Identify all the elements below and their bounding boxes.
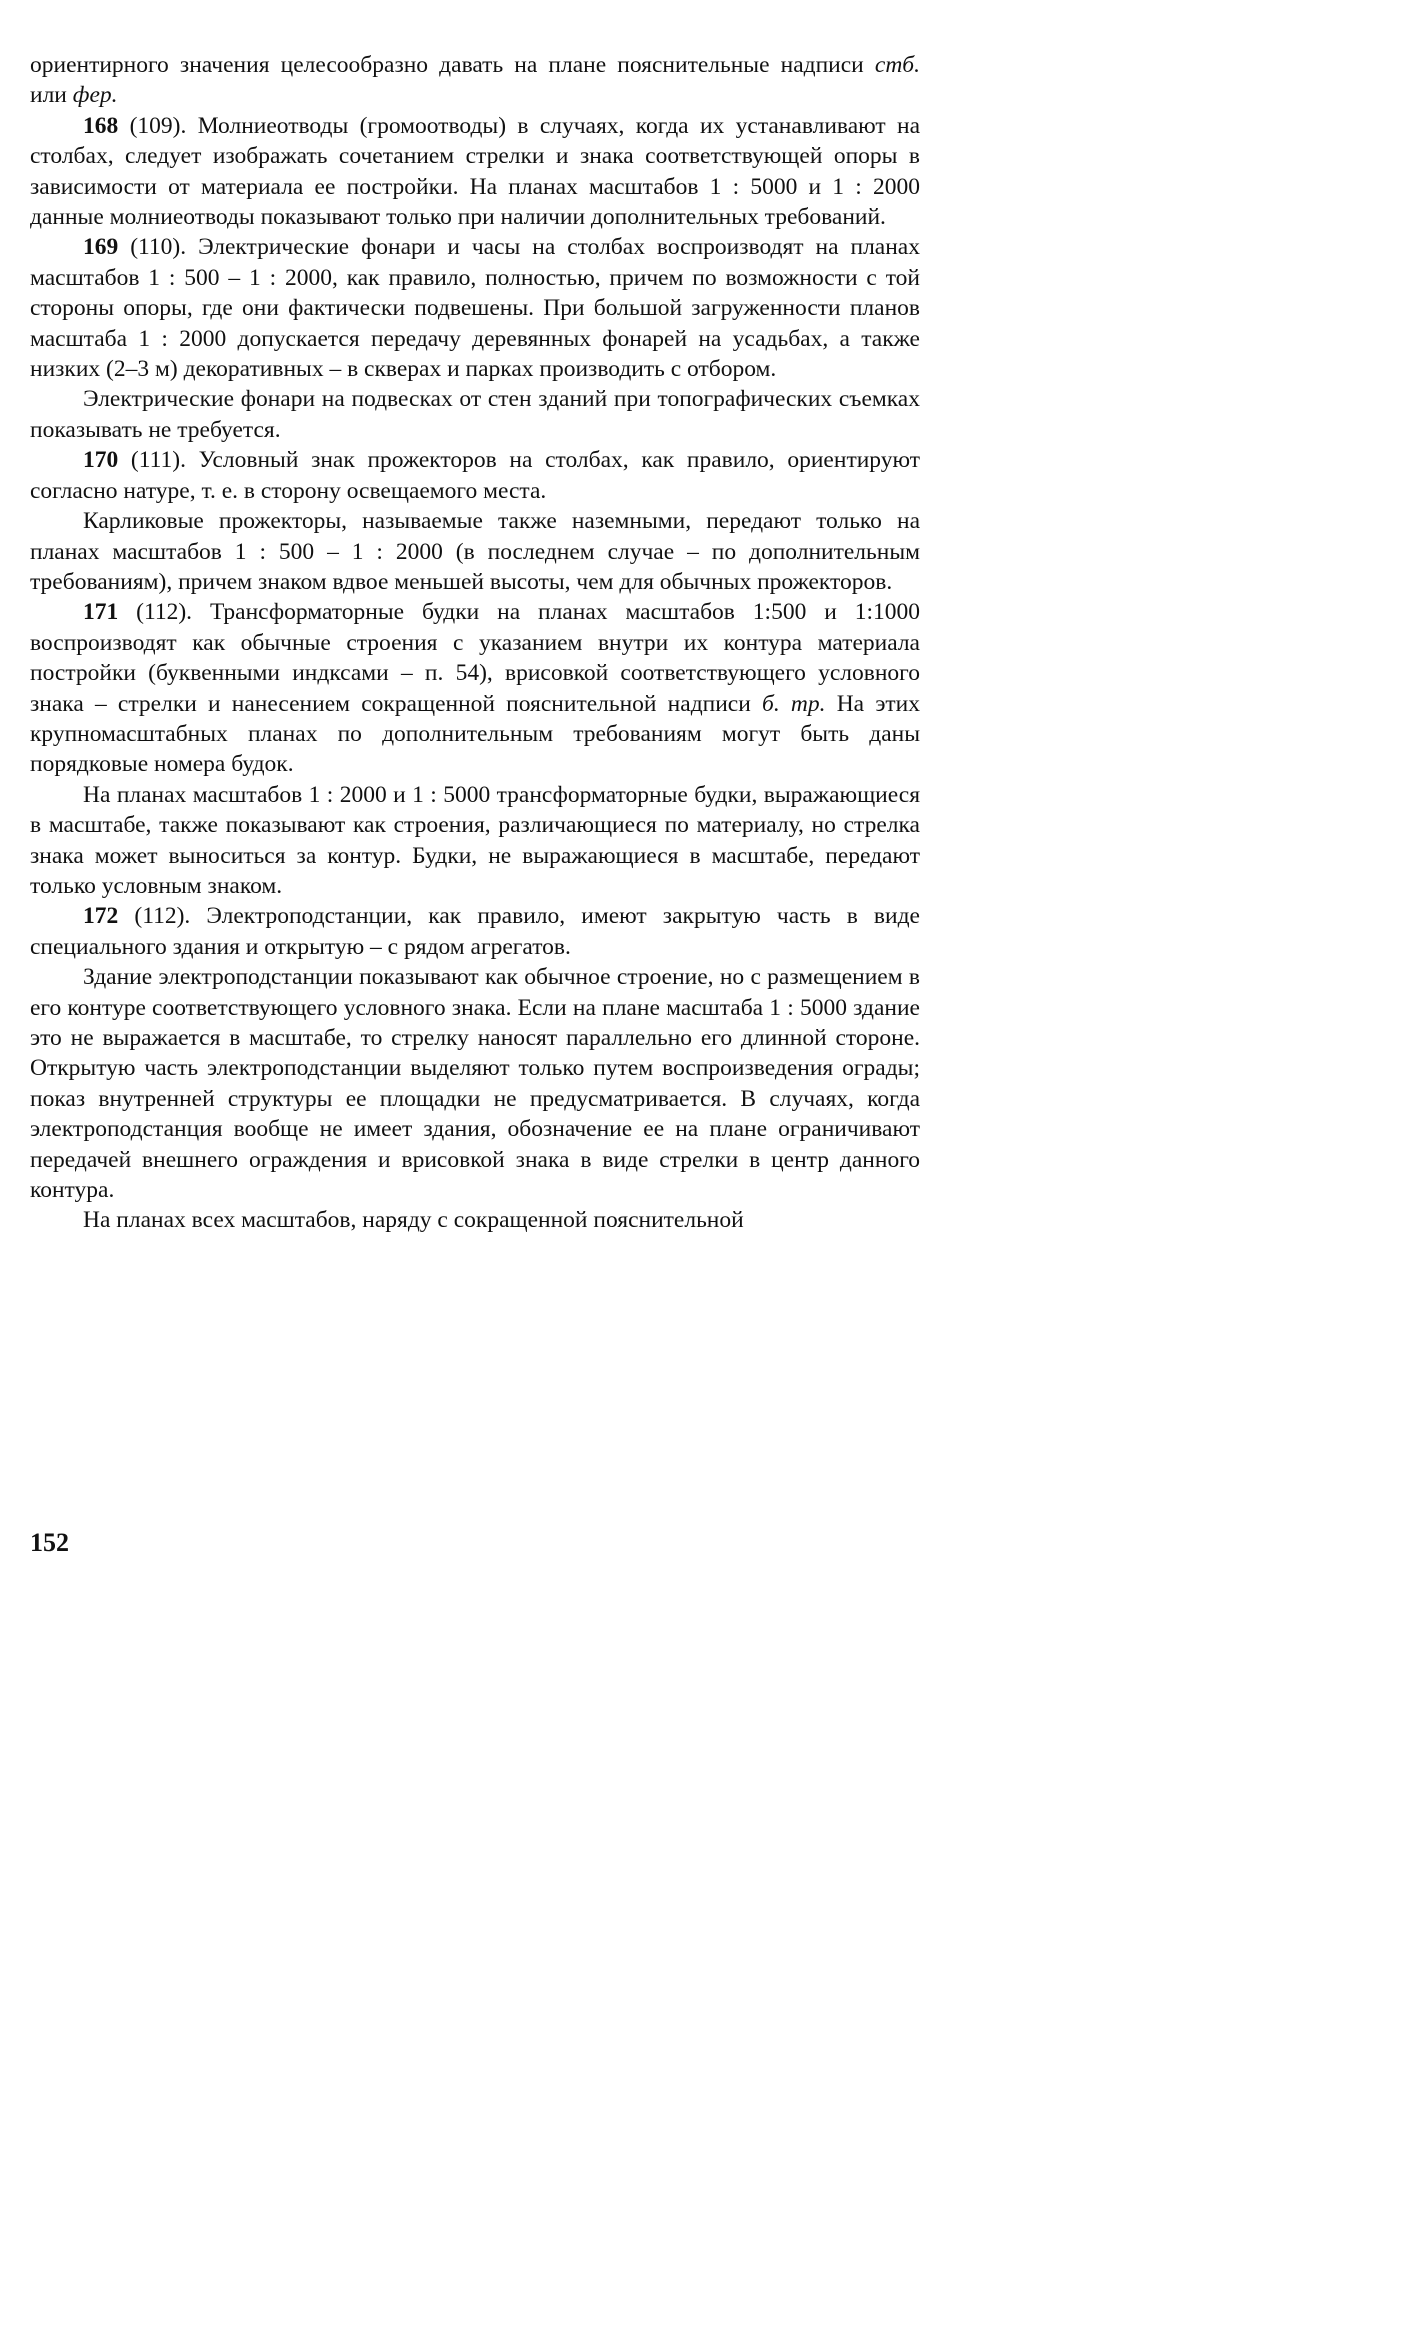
paragraph-dwarf-projectors	[30, 506, 920, 597]
paragraph-street-lamps	[30, 384, 920, 445]
paragraph-substation-building	[30, 962, 920, 1205]
paragraph-transformer-booths	[30, 780, 920, 902]
para-text: Здание электроподстанции показывают как обычное строение, но с размещением в его контуре соответствующего условного знака. Если на плане масштаба 1 : 5000 здание это не выражается в масштабе, то стрелку наносят параллельно его длинной стороне. Открытую часть электроподстанции выделяют только путем воспроизведения ограды; показ внутренней структуры ее площадки не предусматривается. В случаях, когда электроподстанция вообще не имеет здания, обозначение ее на плане ограничивают передачей внешнего ограждения и врисовкой знака в виде стрелки в центр данного контура.	[30, 964, 920, 1204]
paragraph-continuation	[30, 50, 920, 111]
para-text: (109). Молниеотводы (громоотводы) в случаях, когда их устанавливают на столбах, следует изображать сочетанием стрелки и знака соответствующей опоры в зависимости от материала ее постройки. На планах масштабов 1 : 5000 и 1 : 2000 данные молниеотводы показывают только при наличии дополнительных требований.	[30, 112, 920, 231]
para-text: (111). Условный знак прожекторов на столбах, как правило, ориентируют согласно натуре, т. е. в сторону освещаемого места.	[30, 447, 920, 504]
item-number: 172	[83, 903, 119, 930]
item-number: 171	[83, 599, 119, 626]
paragraph-all-scales	[30, 1205, 920, 1235]
para-text: (112). Электроподстанции, как правило, имеют закрытую часть в виде специального здания и открытую – с рядом агрегатов.	[30, 903, 920, 960]
para-text: Электрические фонари на подвесках от стен зданий при топографических съемках показывать не требуется.	[30, 386, 920, 443]
para-text: (112). Трансформаторные будки на планах масштабов 1:500 и 1:1000 воспроизводят как обычные строения с указанием внутри их контура материала постройки (буквенными индксами – п. 54), врисовкой соответствующего условного знака – стрелки и нанесением сокращенной пояснительной надписи	[30, 599, 920, 717]
page-number: 152	[30, 1528, 69, 1557]
para-text: На планах масштабов 1 : 2000 и 1 : 5000 трансформаторные будки, выражающиеся в масштабе, также показывают как строения, различающиеся по материалу, но стрелка знака может выноситься за контур. Будки, не выражающиеся в масштабе, передают только условным знаком.	[30, 781, 920, 899]
paragraph-168	[30, 111, 920, 233]
item-number: 169	[83, 234, 119, 261]
abbrev-b-tr: б. тр.	[762, 690, 826, 717]
page-body	[30, 50, 920, 1236]
item-number: 170	[83, 447, 119, 474]
paragraph-169	[30, 232, 920, 384]
abbrev-stb: стб.	[874, 52, 920, 78]
para-text: На планах всех масштабов, наряду с сокращенной пояснительной	[83, 1207, 744, 1234]
para-text: На этих крупномасштабных планах по дополнительным требованиям могут быть даны порядковые номера будок.	[30, 690, 920, 778]
para-text: Карликовые прожекторы, называемые также наземными, передают только на планах масштабов 1 : 500 – 1 : 2000 (в последнем случае – по дополнительным требованиям), причем знаком вдвое меньшей высоты, чем для обычных прожекторов.	[30, 508, 920, 595]
paragraph-170	[30, 445, 920, 506]
paragraph-172	[30, 901, 920, 962]
item-number: 168	[83, 112, 119, 139]
paragraph-171	[30, 597, 920, 779]
para-text: ориентирного значения целесообразно давать на плане пояснительные надписи	[30, 52, 875, 78]
para-text: (110). Электрические фонари и часы на столбах воспроизводят на планах масштабов 1 : 500 – 1 : 2000, как правило, полностью, причем по возможности с той стороны опоры, где они фактически подвешены. При большой загруженности планов масштаба 1 : 2000 допускается передачу деревянных фонарей на усадьбах, а также низких (2–3 м) декоративных – в скверах и парках производить с отбором.	[30, 234, 920, 383]
para-text: или	[30, 82, 73, 109]
abbrev-fer: фер.	[72, 82, 118, 109]
